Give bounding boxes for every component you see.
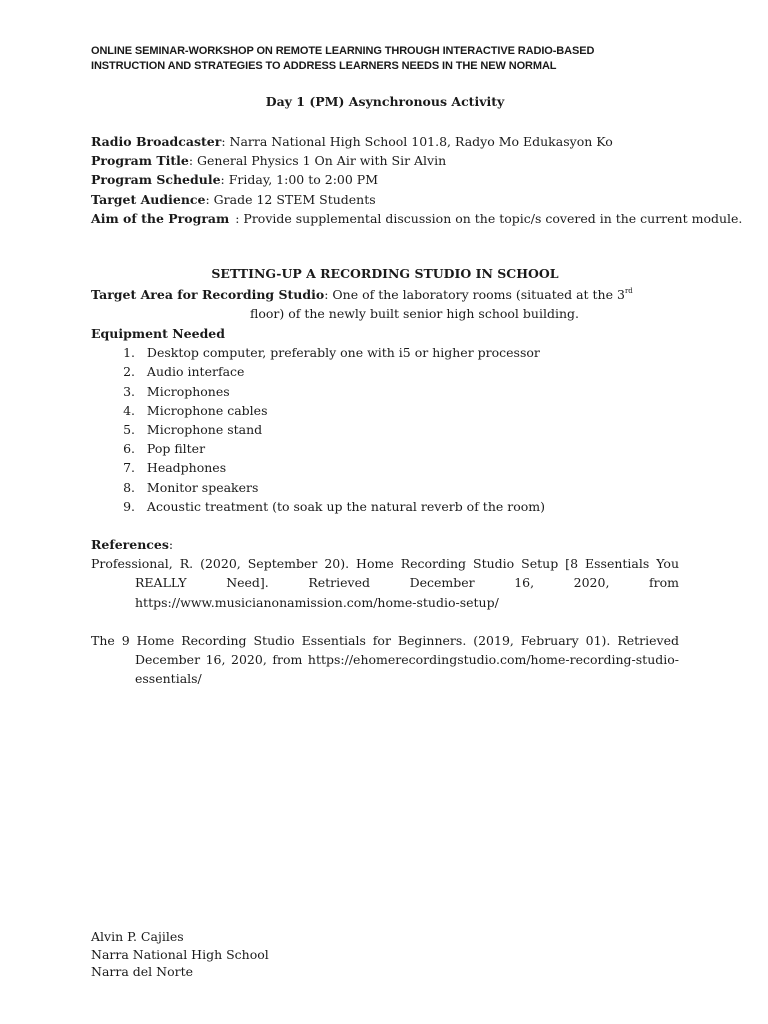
header-line-2: INSTRUCTION AND STRATEGIES TO ADDRESS LEARNERS NEEDS IN THE NEW NORMAL	[91, 59, 557, 72]
target-area-line-1	[91, 285, 679, 304]
seminar-header	[91, 44, 679, 73]
list-item-text: Desktop computer, preferably one with i5 or higher processor	[146, 345, 540, 361]
equipment-list	[91, 343, 679, 516]
aim-label: Aim of the Program	[91, 210, 230, 226]
list-item-text: Headphones	[146, 460, 227, 476]
list-item-text: Audio interface	[146, 364, 245, 380]
target-area-value-1: : One of the laboratory rooms (situated at the 3	[324, 287, 625, 302]
list-item-number: 1.	[123, 345, 135, 361]
target-area-value-2: floor) of the newly built senior high school building.	[250, 306, 579, 322]
list-item-text: Pop filter	[146, 441, 206, 457]
schedule-label: Program Schedule	[91, 172, 221, 188]
audience-value: : Grade 12 STEM Students	[205, 191, 376, 207]
equipment-section	[91, 324, 679, 516]
author-name: Alvin P. Cajiles	[91, 929, 184, 944]
schedule-row	[91, 170, 679, 189]
author-school: Narra National High School	[91, 946, 269, 962]
program-info	[91, 132, 743, 228]
list-item	[91, 401, 679, 420]
list-item	[91, 362, 679, 381]
audience-row	[91, 190, 679, 209]
list-item	[91, 343, 679, 362]
target-area-label: Target Area for Recording Studio	[91, 287, 325, 302]
section-title: SETTING-UP A RECORDING STUDIO IN SCHOOL	[211, 266, 559, 281]
list-item-text: Microphone cables	[146, 402, 268, 418]
list-item-number: 3.	[123, 383, 135, 399]
list-item-number: 9.	[123, 498, 135, 514]
list-item	[91, 497, 679, 516]
list-item-number: 8.	[123, 479, 135, 495]
header-line-1: ONLINE SEMINAR-WORKSHOP ON REMOTE LEARNING THROUGH INTERACTIVE RADIO-BASED	[91, 45, 595, 57]
list-item-text: Monitor speakers	[146, 479, 259, 495]
aim-row	[91, 209, 743, 228]
target-area	[91, 285, 679, 323]
list-item	[91, 478, 679, 497]
references-section	[91, 535, 679, 688]
list-item	[91, 420, 679, 439]
aim-value: : Provide supplemental discussion on the topic/s covered in the current module.	[235, 210, 743, 226]
author-location: Narra del Norte	[91, 964, 193, 979]
signature-block	[91, 928, 679, 981]
program-title-label: Program Title	[91, 153, 189, 169]
references-heading-row	[91, 535, 679, 554]
program-title-row	[91, 151, 679, 170]
reference-1: Professional, R. (2020, September 20). Home Recording Studio Setup [8 Essentials You REALLY Need]. Retrieved December 16, 2020, from https://www.musicianonamission.com/home-studio-setup/	[91, 556, 679, 610]
list-item-text: Acoustic treatment (to soak up the natural reverb of the room)	[146, 498, 545, 514]
broadcaster-row	[91, 132, 679, 151]
list-item	[91, 382, 679, 401]
program-title-value: : General Physics 1 On Air with Sir Alvin	[188, 153, 447, 169]
list-item	[91, 439, 679, 458]
ordinal-suffix: rd	[624, 287, 633, 295]
schedule-value: : Friday, 1:00 to 2:00 PM	[220, 172, 378, 188]
list-item	[91, 458, 679, 477]
list-item-text: Microphone stand	[146, 422, 263, 438]
broadcaster-label: Radio Broadcaster	[91, 134, 222, 149]
list-item-number: 6.	[123, 441, 135, 457]
list-item-number: 4.	[123, 402, 135, 418]
audience-label: Target Audience	[91, 191, 206, 207]
list-item-text: Microphones	[146, 383, 230, 399]
list-item-number: 5.	[123, 422, 135, 438]
references-heading: References	[91, 537, 169, 552]
day-title: Day 1 (PM) Asynchronous Activity	[265, 94, 505, 109]
references-colon: :	[168, 537, 174, 552]
broadcaster-value: : Narra National High School 101.8, Radyo Mo Edukasyon Ko	[221, 134, 613, 149]
reference-2: The 9 Home Recording Studio Essentials for Beginners. (2019, February 01). Retrieved December 16, 2020, from https://ehomerecordingstudio.com/home-recording-studio-essentials/	[91, 632, 679, 687]
list-item-number: 2.	[123, 364, 135, 380]
equipment-heading: Equipment Needed	[91, 326, 226, 341]
list-item-number: 7.	[123, 460, 135, 476]
